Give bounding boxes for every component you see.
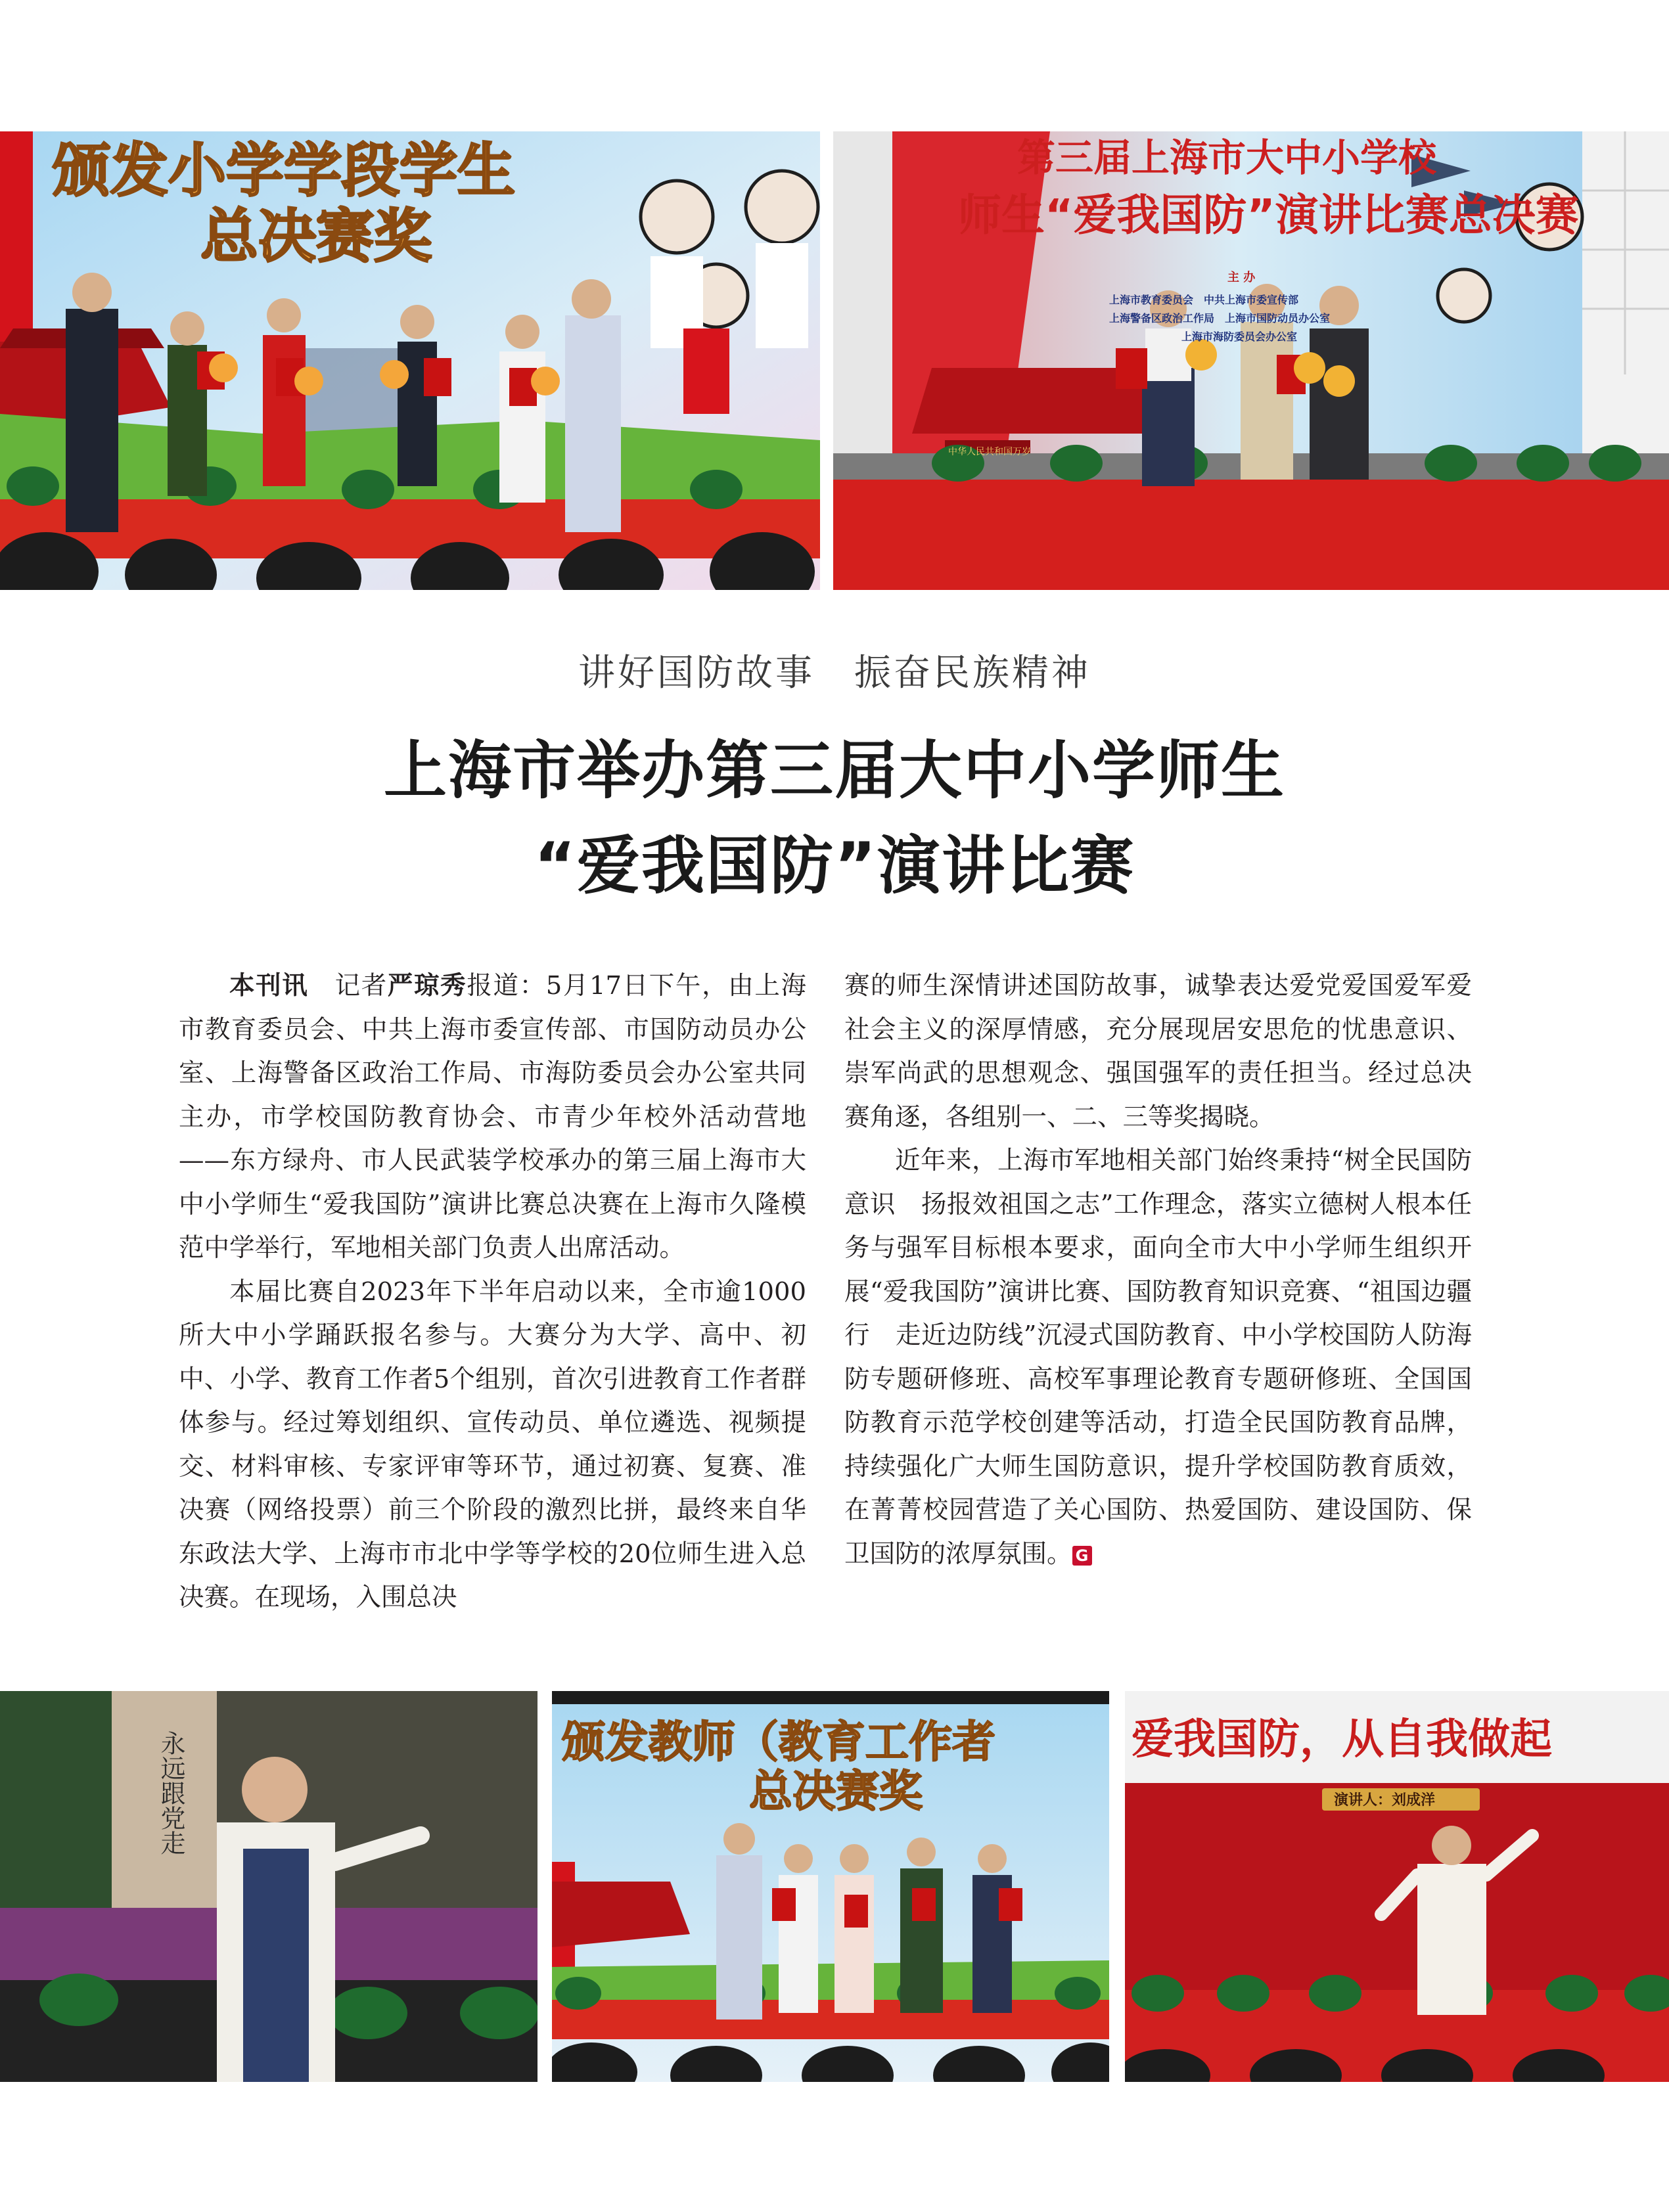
article-column-left bbox=[179, 964, 806, 1620]
banner-text-line2: 总决赛奖 bbox=[200, 202, 432, 270]
organizer-line2: 上海警备区政治工作局 上海市国防动员办公室 bbox=[1109, 312, 1331, 325]
byline-prefix: 记者 bbox=[308, 971, 388, 1001]
photo-primary-award bbox=[0, 131, 820, 590]
article-subtitle: 讲好国防故事 振奋民族精神 bbox=[578, 652, 1091, 694]
paragraph-2: 本届比赛自2023年下半年启动以来，全市逾1000所大中小学踊跃报名参与。大赛分为大学、高中、初中、小学、教育工作者5个组别，首次引进教育工作者群体参与。经过筹划组织、宣传动员、单位遴选、视频提交、材料审核、专家评审等环节，通过初赛、复赛、准决赛（网络投票）前三个阶段的激烈比拼，最终来自华东政法大学、上海市市北中学等学校的20位师生进入总决赛。在现场，入围总决 bbox=[179, 1276, 806, 1612]
paragraph-1-text: 报道：5月17日下午，由上海市教育委员会、中共上海市委宣传部、市国防动员办公室、上海警备区政治工作局、市海防委员会办公室共同主办，市学校国防教育协会、市青少年校外活动营地——东方绿舟、市人民武装学校承办的第三届上海市大中小学师生“爱我国防”演讲比赛总决赛在上海市久隆模范中学举行，军地相关部门负责人出席活动。 bbox=[179, 971, 806, 1263]
photo-student-speech bbox=[1125, 1691, 1669, 2082]
byline-source: 本刊讯 bbox=[229, 971, 309, 1001]
photo-final-stage bbox=[833, 131, 1669, 590]
byline-reporter: 严琼秀 bbox=[387, 971, 467, 1001]
photo-teacher-award bbox=[552, 1691, 1109, 2082]
speaker-label: 演讲人：刘成洋 bbox=[1334, 1792, 1436, 1809]
banner-text: 爱我国防，从自我做起 bbox=[1132, 1715, 1552, 1764]
banner-text-line2: 师生“爱我国防”演讲比赛总决赛 bbox=[958, 190, 1579, 240]
paragraph-3-text: 近年来，上海市军地相关部门始终秉持“树全民国防意识 扬报效祖国之志”工作理念，落实立德树人根本任务与强军目标根本要求，面向全市大中小学师生组织开展“爱我国防”演讲比赛、国防教育知识竞赛、“祖国边疆行 走近边防线”沉浸式国防教育、中小学校国防人防海防专题研修班、高校军事理论教育专题研修班、全国国防教育示范学校创建等活动，打造全民国防教育品牌，持续强化广大师生国防意识，提升学校国防教育质效，在菁菁校园营造了关心国防、热爱国防、建设国防、保卫国防的浓厚氛围。 bbox=[844, 1146, 1472, 1569]
paragraph-3 bbox=[844, 1139, 1472, 1576]
article-title-line2: “爱我国防”演讲比赛 bbox=[534, 829, 1135, 903]
calligraphy-text: 永远跟党走 bbox=[156, 1730, 185, 1855]
paragraph-1 bbox=[179, 964, 806, 1271]
end-mark-icon: G bbox=[1072, 1546, 1092, 1566]
article-column-right bbox=[844, 964, 1472, 1576]
article-title-line1: 上海市举办第三届大中小学师生 bbox=[384, 734, 1285, 807]
organizer-line1: 上海市教育委员会 中共上海市委宣传部 bbox=[1109, 294, 1299, 306]
banner-text: 第三届上海市大中小学校 bbox=[1017, 135, 1437, 180]
paragraph-2-continued: 赛的师生深情讲述国防故事，诚挚表达爱党爱国爱军爱社会主义的深厚情感，充分展现居安思危的忧患意识、崇军尚武的思想观念、强国强军的责任担当。经过总决赛角逐，各组别一、二、三等奖揭晓。 bbox=[844, 971, 1472, 1132]
banner-text: 颁发小学学段学生 bbox=[53, 137, 516, 204]
photo-teacher-speech bbox=[0, 1691, 537, 2082]
organizer-label: 主 办 bbox=[1227, 271, 1256, 284]
banner-text-line2: 总决赛奖 bbox=[749, 1766, 923, 1817]
organizer-line3: 上海市海防委员会办公室 bbox=[1181, 330, 1298, 343]
plaque-text: 中华人民共和国万岁 bbox=[948, 447, 1031, 457]
banner-text: 颁发教师（教育工作者 bbox=[562, 1717, 995, 1767]
